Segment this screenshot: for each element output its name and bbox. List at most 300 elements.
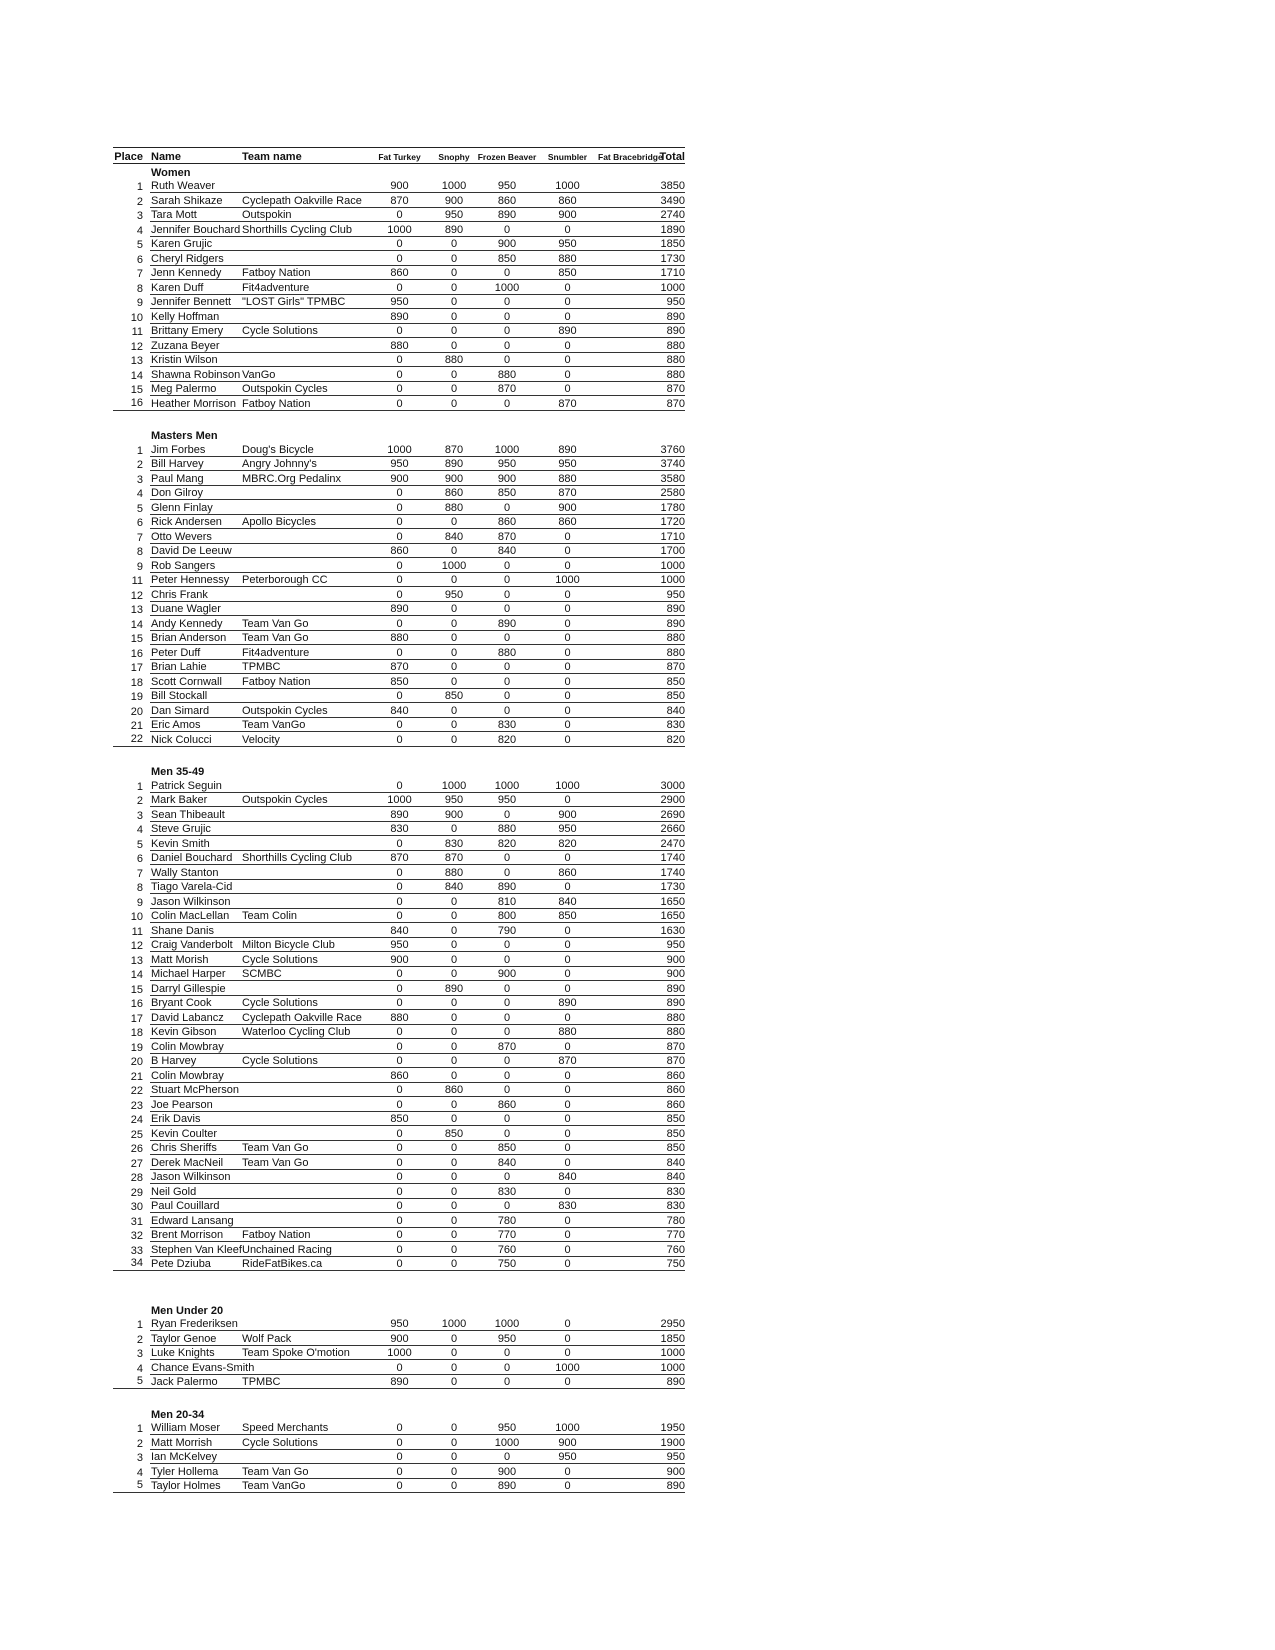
cell-name: Kelly Hoffman	[150, 310, 240, 324]
cell-name: Colin MacLellan	[150, 909, 240, 923]
cell-name: Brittany Emery	[150, 324, 240, 338]
cell-team	[240, 1069, 368, 1083]
cell-r1: 0	[368, 1040, 431, 1054]
cell-r5	[598, 808, 658, 822]
cell-place: 30	[130, 1201, 143, 1213]
cell-team: Team Van Go	[240, 617, 368, 631]
cell-total: 3740	[658, 457, 685, 471]
cell-r4: 860	[537, 866, 598, 880]
cell-r5	[598, 938, 658, 952]
cell-r3: 0	[477, 689, 537, 703]
cell-name: Rick Andersen	[150, 515, 240, 529]
table-row	[113, 471, 685, 486]
column-header-row	[113, 147, 685, 164]
cell-place: 3	[136, 809, 143, 822]
cell-r5	[598, 443, 658, 457]
table-row	[113, 631, 685, 646]
cell-r5	[598, 472, 658, 486]
cell-r3: 0	[477, 660, 537, 674]
cell-r3: 0	[477, 851, 537, 865]
table-row	[113, 237, 685, 252]
cell-r5	[598, 779, 658, 793]
cell-r2: 900	[431, 808, 477, 822]
cell-place: 10	[130, 911, 143, 923]
cell-r2: 0	[431, 938, 477, 952]
cell-total: 840	[658, 704, 685, 718]
cell-r1: 0	[368, 909, 431, 923]
cell-name: Shawna Robinson	[151, 368, 241, 381]
cell-r3: 0	[477, 310, 537, 324]
cell-r5	[598, 588, 658, 602]
cell-r5	[598, 559, 658, 573]
cell-r2: 840	[431, 880, 477, 894]
cell-r3: 900	[477, 967, 537, 981]
cell-r3: 1000	[477, 443, 537, 457]
cell-total: 750	[658, 1257, 685, 1271]
cell-r2: 0	[431, 996, 477, 1010]
table-row	[113, 193, 685, 208]
cell-r4: 870	[537, 397, 598, 411]
cell-r1: 0	[368, 588, 431, 602]
cell-r2: 0	[431, 1141, 477, 1155]
cell-r5	[598, 851, 658, 865]
cell-r1: 1000	[368, 443, 431, 457]
cell-r4: 1000	[537, 179, 598, 193]
cell-name: Taylor Holmes	[150, 1479, 240, 1493]
cell-r5	[598, 967, 658, 981]
cell-place: 11	[131, 326, 143, 338]
cell-r3: 0	[477, 808, 537, 822]
cell-team: Cyclepath Oakville Race	[240, 194, 368, 208]
cell-name: Chance Evans-Smith	[151, 1361, 255, 1374]
cell-r4: 900	[537, 808, 598, 822]
table-row	[113, 544, 685, 559]
cell-r2: 0	[431, 310, 477, 324]
cell-place: 13	[130, 604, 143, 616]
header-race-2: Snophy	[438, 152, 470, 162]
cell-place: 2	[136, 795, 143, 807]
cell-r1: 0	[368, 353, 431, 367]
cell-r2: 0	[431, 1156, 477, 1170]
cell-place: 28	[130, 1172, 143, 1184]
cell-place: 34	[113, 1257, 150, 1271]
cell-place: 7	[136, 268, 143, 280]
cell-r5	[598, 1127, 658, 1141]
table-row	[113, 645, 685, 660]
header-race-4: Snumbler	[547, 152, 588, 162]
cell-place: 1	[136, 780, 143, 793]
cell-name: Jim Forbes	[150, 443, 240, 457]
cell-team	[240, 310, 368, 324]
cell-name: Stuart McPherson	[151, 1084, 240, 1096]
cell-r5	[598, 530, 658, 544]
cell-place: 20	[130, 1056, 143, 1068]
table-row	[113, 1346, 685, 1361]
cell-r2: 0	[431, 382, 477, 396]
cell-r4: 0	[537, 967, 598, 981]
cell-r5	[598, 1317, 658, 1331]
cell-r2: 0	[431, 1185, 477, 1199]
table-row	[113, 1331, 685, 1346]
cell-r3: 0	[477, 631, 537, 645]
section-gap	[113, 411, 685, 428]
cell-r3: 850	[477, 1141, 537, 1155]
cell-name: Daniel Bouchard	[150, 851, 240, 865]
cell-team: Team Van Go	[240, 1465, 368, 1479]
cell-r2: 0	[431, 281, 477, 295]
cell-r2: 0	[431, 295, 477, 309]
cell-r5	[598, 1083, 658, 1097]
cell-name: Matt Morish	[150, 953, 240, 967]
cell-r3: 830	[477, 1185, 537, 1199]
cell-total: 2580	[658, 486, 685, 500]
cell-name: Peter Duff	[150, 646, 240, 660]
cell-r5	[598, 602, 658, 616]
cell-r1: 860	[368, 266, 431, 280]
cell-total: 890	[658, 617, 685, 631]
cell-name: Tara Mott	[150, 208, 240, 222]
cell-r1: 900	[368, 1332, 431, 1346]
cell-r2: 0	[431, 1421, 477, 1435]
cell-name: Mark Baker	[150, 793, 240, 807]
cell-total: 900	[658, 1465, 685, 1479]
cell-r4: 1000	[537, 573, 598, 587]
cell-r5	[598, 1243, 658, 1257]
cell-r2: 0	[431, 718, 477, 732]
cell-place: 21	[130, 720, 143, 732]
table-row	[113, 718, 685, 733]
cell-place: 19	[130, 1041, 143, 1054]
cell-r2: 0	[431, 646, 477, 660]
cell-r2: 850	[431, 689, 477, 703]
cell-place: 9	[136, 896, 143, 909]
cell-total: 890	[658, 996, 685, 1010]
cell-r4: 0	[537, 1332, 598, 1346]
cell-total: 830	[658, 1199, 685, 1213]
cell-r2: 0	[431, 1112, 477, 1126]
cell-name: Bryant Cook	[150, 996, 240, 1010]
cell-r1: 1000	[368, 223, 431, 237]
cell-total: 860	[658, 1083, 685, 1097]
cell-name: Kevin Gibson	[150, 1025, 240, 1039]
cell-name: Kevin Smith	[150, 837, 240, 851]
cell-place: 6	[136, 517, 143, 529]
cell-r3: 950	[477, 793, 537, 807]
cell-r3: 0	[477, 1199, 537, 1213]
cell-r3: 0	[477, 1083, 537, 1097]
table-row	[113, 1170, 685, 1185]
cell-team: Team Van Go	[240, 631, 368, 645]
cell-team: Team VanGo	[240, 718, 368, 732]
cell-name: Neil Gold	[150, 1185, 240, 1199]
cell-r1: 870	[368, 851, 431, 865]
cell-total: 950	[658, 295, 685, 309]
cell-team: Team VanGo	[240, 1479, 368, 1493]
cell-place: 3	[136, 1348, 143, 1360]
cell-r5	[598, 1025, 658, 1039]
cell-r3: 870	[477, 530, 537, 544]
cell-total: 770	[658, 1228, 685, 1242]
cell-name: Chris Sheriffs	[150, 1141, 240, 1155]
cell-team: Angry Johnny's	[240, 457, 368, 471]
cell-place: 15	[130, 384, 143, 396]
cell-r4: 1000	[537, 779, 598, 793]
cell-r2: 0	[431, 1228, 477, 1242]
cell-team: Unchained Racing	[240, 1243, 368, 1257]
cell-r5	[598, 646, 658, 660]
cell-place: 18	[130, 676, 143, 689]
cell-r2: 0	[431, 602, 477, 616]
cell-r4: 880	[537, 472, 598, 486]
cell-place: 13	[130, 355, 143, 367]
cell-r3: 0	[477, 1170, 537, 1184]
cell-r1: 0	[368, 1098, 431, 1112]
cell-place: 2	[136, 1333, 143, 1346]
cell-name: Karen Duff	[150, 281, 240, 295]
cell-r5	[598, 324, 658, 338]
cell-r1: 900	[368, 472, 431, 486]
cell-team: Team Spoke O'motion	[240, 1346, 368, 1360]
cell-r3: 820	[477, 733, 537, 747]
cell-total: 820	[658, 733, 685, 747]
cell-total: 1650	[658, 909, 685, 923]
cell-team: Fatboy Nation	[240, 675, 368, 689]
cell-r2: 0	[431, 339, 477, 353]
cell-r4: 900	[537, 501, 598, 515]
table-row	[113, 1464, 685, 1479]
cell-team: TPMBC	[240, 1375, 368, 1389]
cell-r2: 890	[431, 457, 477, 471]
cell-r3: 820	[477, 837, 537, 851]
cell-place: 4	[136, 1362, 143, 1375]
cell-r3: 950	[477, 457, 537, 471]
table-row	[113, 1155, 685, 1170]
cell-r3: 0	[477, 353, 537, 367]
cell-r4: 0	[537, 1346, 598, 1360]
table-row	[113, 1317, 685, 1332]
cell-name: Chris Frank	[150, 588, 240, 602]
cell-name: Taylor Genoe	[150, 1332, 240, 1346]
cell-total: 1720	[658, 515, 685, 529]
cell-r3: 890	[477, 880, 537, 894]
cell-r2: 0	[431, 704, 477, 718]
table-row	[113, 865, 685, 880]
table-row	[113, 793, 685, 808]
cell-r4: 0	[537, 793, 598, 807]
cell-place: 14	[130, 618, 143, 631]
cell-r1: 0	[368, 880, 431, 894]
cell-r2: 0	[431, 1040, 477, 1054]
cell-r3: 0	[477, 1346, 537, 1360]
cell-name: Joe Pearson	[150, 1098, 240, 1112]
cell-r2: 950	[431, 793, 477, 807]
cell-total: 3490	[658, 194, 685, 208]
cell-name: Rob Sangers	[150, 559, 240, 573]
cell-r1: 900	[368, 953, 431, 967]
cell-name: Craig Vanderbolt	[150, 938, 240, 952]
cell-r1: 0	[368, 1361, 431, 1375]
cell-r3: 860	[477, 194, 537, 208]
cell-r5	[598, 486, 658, 500]
cell-r3: 0	[477, 1054, 537, 1068]
cell-r1: 0	[368, 368, 431, 382]
table-row	[113, 822, 685, 837]
cell-place: 26	[130, 1143, 143, 1155]
table-row	[113, 660, 685, 675]
cell-total: 850	[658, 1141, 685, 1155]
cell-r4: 950	[537, 1450, 598, 1464]
category-title-row	[113, 1406, 685, 1421]
cell-r1: 0	[368, 982, 431, 996]
cell-place: 17	[130, 662, 143, 674]
cell-r4: 0	[537, 1465, 598, 1479]
cell-total: 1700	[658, 544, 685, 558]
cell-team: Cyclepath Oakville Race	[240, 1011, 368, 1025]
cell-total: 1900	[658, 1436, 685, 1450]
cell-r2: 950	[431, 588, 477, 602]
cell-r4: 890	[537, 324, 598, 338]
cell-r5	[598, 1361, 658, 1375]
cell-r5	[598, 1170, 658, 1184]
cell-place: 1	[136, 444, 143, 457]
cell-r2: 0	[431, 1332, 477, 1346]
cell-place: 11	[131, 575, 143, 587]
cell-r5	[598, 1185, 658, 1199]
cell-r5	[598, 880, 658, 894]
cell-r2: 0	[431, 822, 477, 836]
table-row	[113, 457, 685, 472]
cell-r4: 870	[537, 486, 598, 500]
cell-r1: 870	[368, 660, 431, 674]
cell-total: 1000	[658, 281, 685, 295]
cell-team	[240, 982, 368, 996]
cell-place: 33	[130, 1244, 143, 1257]
cell-place: 27	[130, 1157, 143, 1170]
table-row	[113, 1097, 685, 1112]
cell-place: 12	[130, 589, 143, 602]
cell-r4: 0	[537, 223, 598, 237]
table-row	[113, 674, 685, 689]
cell-r3: 950	[477, 179, 537, 193]
cell-total: 3000	[658, 779, 685, 793]
standings-body	[113, 164, 685, 1493]
cell-place: 31	[130, 1215, 143, 1228]
cell-total: 890	[658, 1479, 685, 1493]
cell-r1: 0	[368, 486, 431, 500]
table-row	[113, 938, 685, 953]
cell-name: Colin Mowbray	[150, 1069, 240, 1083]
cell-team	[240, 866, 368, 880]
cell-place: 5	[136, 502, 143, 515]
cell-r1: 950	[368, 295, 431, 309]
category-title: Men Under 20	[151, 1304, 224, 1317]
cell-name: Otto Wevers	[150, 530, 240, 544]
cell-total: 880	[658, 339, 685, 353]
cell-r2: 850	[431, 1127, 477, 1141]
cell-r5	[598, 617, 658, 631]
cell-r4: 900	[537, 208, 598, 222]
cell-r1: 880	[368, 631, 431, 645]
cell-place: 1	[136, 1319, 143, 1331]
cell-r1: 860	[368, 544, 431, 558]
cell-total: 1650	[658, 895, 685, 909]
cell-team: SCMBC	[240, 967, 368, 981]
cell-r3: 780	[477, 1214, 537, 1228]
cell-place: 12	[130, 940, 143, 952]
cell-team	[240, 1127, 368, 1141]
cell-r1: 0	[368, 1141, 431, 1155]
cell-r5	[598, 982, 658, 996]
cell-name: Darryl Gillespie	[150, 982, 240, 996]
cell-r5	[598, 996, 658, 1010]
cell-r4: 890	[537, 443, 598, 457]
table-row	[113, 353, 685, 368]
cell-place: 6	[136, 253, 143, 266]
cell-total: 830	[658, 718, 685, 732]
cell-name: Eric Amos	[150, 718, 240, 732]
cell-team	[240, 237, 368, 251]
cell-place: 5	[113, 1375, 150, 1389]
cell-r4: 0	[537, 631, 598, 645]
cell-r4: 820	[537, 837, 598, 851]
cell-r5	[598, 353, 658, 367]
cell-team	[240, 339, 368, 353]
cell-r1: 0	[368, 1127, 431, 1141]
cell-r2: 0	[431, 324, 477, 338]
table-row	[113, 1054, 685, 1069]
cell-r1: 1000	[368, 1346, 431, 1360]
cell-r4: 0	[537, 924, 598, 938]
cell-name: Jason Wilkinson	[150, 1170, 240, 1184]
section-gap	[113, 1271, 685, 1302]
cell-name: Nick Colucci	[150, 733, 240, 747]
cell-total: 950	[658, 588, 685, 602]
cell-r5	[598, 924, 658, 938]
cell-r2: 0	[431, 397, 477, 411]
cell-team	[240, 602, 368, 616]
cell-r5	[598, 237, 658, 251]
cell-name: Wally Stanton	[150, 866, 240, 880]
cell-total: 850	[658, 1112, 685, 1126]
cell-r1: 0	[368, 208, 431, 222]
cell-r1: 860	[368, 1069, 431, 1083]
cell-place: 16	[113, 397, 150, 411]
cell-r2: 0	[431, 660, 477, 674]
cell-r4: 0	[537, 382, 598, 396]
cell-r4: 0	[537, 617, 598, 631]
cell-total: 890	[658, 310, 685, 324]
cell-r3: 890	[477, 1479, 537, 1493]
table-row	[113, 442, 685, 457]
cell-r3: 900	[477, 472, 537, 486]
cell-r4: 830	[537, 1199, 598, 1213]
standings-sheet	[113, 147, 685, 1493]
cell-r5	[598, 1112, 658, 1126]
cell-r5	[598, 544, 658, 558]
cell-r4: 0	[537, 1214, 598, 1228]
cell-name: Sarah Shikaze	[150, 194, 240, 208]
cell-r3: 810	[477, 895, 537, 909]
cell-r1: 0	[368, 866, 431, 880]
cell-r3: 900	[477, 1465, 537, 1479]
cell-total: 1780	[658, 501, 685, 515]
cell-r3: 0	[477, 339, 537, 353]
cell-place: 4	[136, 488, 143, 500]
cell-total: 2470	[658, 837, 685, 851]
cell-total: 2660	[658, 822, 685, 836]
cell-team	[240, 837, 368, 851]
cell-place: 20	[130, 705, 143, 718]
